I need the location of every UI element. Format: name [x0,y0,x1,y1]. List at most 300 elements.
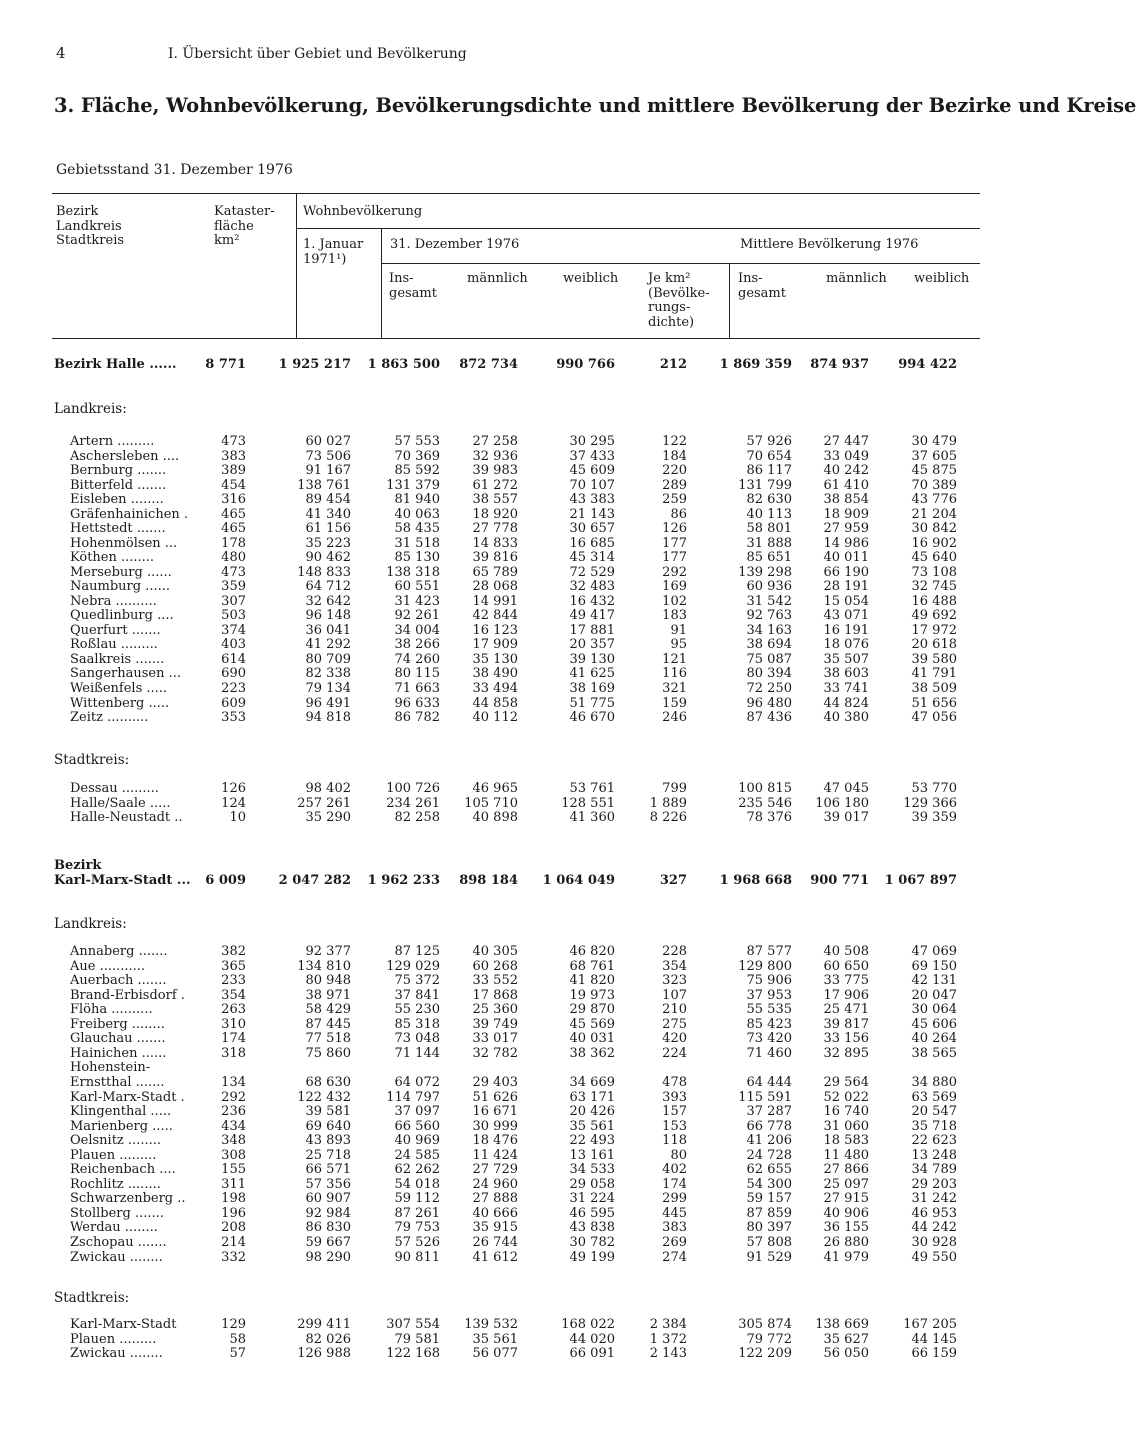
mean-total: 87 436 [746,710,792,726]
dec-1976-female: 43 838 [569,1220,615,1236]
jan-1971: 41 340 [305,506,351,522]
jan-1971: 79 134 [305,681,351,696]
dec-1976-total: 55 230 [394,1002,440,1018]
region-name: Bernburg ....... [70,463,167,479]
mean-female: 30 842 [911,521,957,537]
dec-1976-total: 85 130 [394,550,440,566]
mean-male: 39 817 [823,1016,869,1032]
mean-female: 70 389 [911,477,957,493]
dec-1976-female: 41 625 [569,666,615,682]
mean-male: 35 507 [823,651,869,667]
dec-1976-male: 40 112 [472,710,518,726]
region-name: Halle-Neustadt .. [70,810,183,825]
table-row [0,697,1024,712]
header-weiblich: weiblich [563,271,619,286]
density: 354 [662,958,687,974]
region-name: Annaberg ....... [70,944,168,959]
mean-male: 36 155 [823,1220,869,1236]
mean-total: 235 546 [738,795,792,811]
jan-1971: 69 640 [305,1118,351,1134]
region-name: Naumburg ...... [70,579,170,595]
mean-total: 40 113 [746,506,792,522]
dec-1976-total: 60 551 [394,579,440,595]
dec-1976-male: 42 844 [472,608,518,624]
density: 445 [662,1205,687,1221]
region-name: Brand-Erbisdorf . [70,987,185,1003]
area-km2: 308 [221,1147,246,1163]
mean-female: 69 150 [911,958,957,974]
mean-total: 85 423 [746,1016,792,1032]
dec-1976-total: 129 029 [386,958,440,974]
table-row [0,1251,1024,1266]
dec-1976-total: 122 168 [386,1346,440,1361]
region-name: Freiberg ........ [70,1016,165,1032]
mean-total: 71 460 [746,1045,792,1061]
jan-1971: 148 833 [297,564,351,580]
density: 402 [662,1162,687,1178]
table-row [0,551,1024,566]
dec-1976-male: 25 360 [472,1002,518,1018]
dec-1976-male: 40 898 [472,810,518,825]
region-name: Zschopau ....... [70,1235,167,1250]
region-name: Zwickau ........ [70,1249,163,1265]
dec-1976-male: 35 561 [472,1331,518,1347]
area-km2: 690 [221,666,246,682]
dec-1976-female: 45 569 [569,1016,615,1032]
dec-1976-male: 14 833 [472,535,518,551]
dec-1976-total: 66 560 [394,1118,440,1134]
region-name: Hohenstein- [70,1060,151,1076]
mean-female: 63 569 [911,1089,957,1105]
region-name: Roßlau ......... [70,637,158,653]
jan-1971: 89 454 [305,492,351,508]
dec-1976-female: 46 670 [569,710,615,726]
mean-male: 106 180 [815,795,869,811]
dec-1976-total: 54 018 [394,1176,440,1192]
table-row [0,638,1024,653]
mean-total: 58 801 [746,521,792,537]
area-km2: 614 [221,651,246,667]
density: 169 [662,579,687,595]
table-row [0,1032,1024,1047]
density: 2 143 [649,1346,687,1361]
mean-total: 92 763 [746,608,792,624]
mean-male: 28 191 [823,579,869,595]
density: 323 [662,973,687,989]
header-insgesamt: Ins- gesamt [389,271,437,301]
jan-1971: 80 709 [305,651,351,667]
region-name: Reichenbach .... [70,1162,176,1178]
density: 91 [670,622,687,638]
density: 299 [662,1191,687,1207]
header-mittlere-maennlich: männlich [826,271,887,286]
dec-1976-total: 64 072 [394,1074,440,1090]
dec-1976-male: 41 612 [472,1249,518,1265]
dec-1976-female: 34 669 [569,1074,615,1090]
dec-1976-total: 92 261 [394,608,440,624]
mean-female: 20 547 [911,1104,957,1120]
region-name: Flöha .......... [70,1002,153,1018]
jan-1971: 59 667 [305,1235,351,1250]
area-km2: 473 [221,564,246,580]
dec-1976-female: 44 020 [569,1331,615,1347]
mean-female: 39 580 [911,651,957,667]
area-km2: 134 [221,1074,246,1090]
mean-female: 47 069 [911,944,957,959]
running-head-text: I. Übersicht über Gebiet und Bevölkerung [168,46,467,62]
dec-1976-female: 168 022 [561,1317,615,1332]
header-vline-2 [381,228,382,338]
mean-male: 56 050 [823,1346,869,1361]
density: 220 [662,463,687,479]
area-km2: 8 771 [205,357,246,372]
jan-1971: 134 810 [297,958,351,974]
dec-1976-female: 68 761 [569,958,615,974]
area-km2: 332 [221,1249,246,1265]
table-row [0,653,1024,668]
dec-1976-male: 65 789 [472,564,518,580]
area-km2: 503 [221,608,246,624]
dec-1976-total: 90 811 [394,1249,440,1265]
dec-1976-total: 1 962 233 [367,873,440,888]
mean-male: 40 380 [823,710,869,726]
area-km2: 382 [221,944,246,959]
dec-1976-male: 27 888 [472,1191,518,1207]
mean-female: 17 972 [911,622,957,638]
dec-1976-female: 19 973 [569,987,615,1003]
mean-male: 38 603 [823,666,869,682]
table-row [0,1149,1024,1164]
dec-1976-female: 70 107 [569,477,615,493]
dec-1976-female: 34 533 [569,1162,615,1178]
dec-1976-male: 35 130 [472,651,518,667]
mean-female: 16 488 [911,593,957,609]
dec-1976-male: 39 983 [472,463,518,479]
dec-1976-male: 27 258 [472,434,518,449]
jan-1971: 126 988 [297,1346,351,1361]
dec-1976-female: 31 224 [569,1191,615,1207]
density: 86 [670,506,687,522]
region-name: Aschersleben .... [70,448,180,464]
mean-total: 115 591 [738,1089,792,1105]
mean-female: 30 064 [911,1002,957,1018]
table-row [0,450,1024,465]
header-subrule-dec [381,263,980,264]
jan-1971: 122 432 [297,1089,351,1105]
gebietsstand-note: Gebietsstand 31. Dezember 1976 [56,162,293,178]
region-name: Auerbach ....... [70,973,167,989]
mean-total: 73 420 [746,1031,792,1047]
mean-female: 38 509 [911,681,957,696]
dec-1976-female: 35 561 [569,1118,615,1134]
dec-1976-male: 44 858 [472,695,518,711]
area-km2: 465 [221,521,246,537]
mean-female: 39 359 [911,810,957,825]
mean-total: 38 694 [746,637,792,653]
mean-male: 44 824 [823,695,869,711]
density: 80 [670,1147,687,1163]
mean-total: 139 298 [738,564,792,580]
table-row [0,1076,1024,1091]
dec-1976-female: 32 483 [569,579,615,595]
mean-total: 70 654 [746,448,792,464]
jan-1971: 299 411 [297,1317,351,1332]
dec-1976-male: 56 077 [472,1346,518,1361]
dec-1976-female: 990 766 [556,357,615,372]
mean-total: 60 936 [746,579,792,595]
dec-1976-female: 128 551 [561,795,615,811]
dec-1976-male: 51 626 [472,1089,518,1105]
jan-1971: 87 445 [305,1016,351,1032]
mean-male: 60 650 [823,958,869,974]
area-km2: 383 [221,448,246,464]
density: 177 [662,550,687,566]
jan-1971: 98 290 [305,1249,351,1265]
dec-1976-female: 46 820 [569,944,615,959]
region-name: Glauchau ....... [70,1031,166,1047]
dec-1976-female: 38 169 [569,681,615,696]
density: 107 [662,987,687,1003]
mean-female: 30 928 [911,1235,957,1250]
mean-female: 167 205 [903,1317,957,1332]
area-km2: 374 [221,622,246,638]
dec-1976-female: 22 493 [569,1133,615,1149]
mean-female: 42 131 [911,973,957,989]
mean-female: 51 656 [911,695,957,711]
dec-1976-total: 40 063 [394,506,440,522]
dec-1976-total: 37 097 [394,1104,440,1120]
area-km2: 609 [221,695,246,711]
region-name: Ernstthal ....... [70,1074,165,1090]
dec-1976-female: 29 058 [569,1176,615,1192]
dec-1976-total: 131 379 [386,477,440,493]
region-name: Querfurt ....... [70,622,161,638]
mean-total: 1 869 359 [719,357,792,372]
density: 383 [662,1220,687,1236]
area-km2: 223 [221,681,246,696]
region-name: Hohenmölsen ... [70,535,178,551]
density: 95 [670,637,687,653]
dec-1976-male: 32 936 [472,448,518,464]
table-row [0,682,1024,697]
density: 118 [662,1133,687,1149]
mean-total: 91 529 [746,1249,792,1265]
area-km2: 58 [229,1331,246,1347]
area-km2: 359 [221,579,246,595]
jan-1971: 138 761 [297,477,351,493]
mean-male: 25 471 [823,1002,869,1018]
density: 116 [662,666,687,682]
density: 274 [662,1249,687,1265]
dec-1976-female: 49 417 [569,608,615,624]
dec-1976-total: 31 518 [394,535,440,551]
header-area: Kataster- fläche km² [214,204,275,248]
mean-male: 29 564 [823,1074,869,1090]
area-km2: 403 [221,637,246,653]
mean-total: 37 287 [746,1104,792,1120]
mean-male: 39 017 [823,810,869,825]
dec-1976-female: 41 820 [569,973,615,989]
dec-1976-male: 16 671 [472,1104,518,1120]
dec-1976-female: 49 199 [569,1249,615,1265]
density: 292 [662,564,687,580]
mean-male: 43 071 [823,608,869,624]
area-km2: 311 [221,1176,246,1192]
table-title: 3. Fläche, Wohnbevölkerung, Bevölkerungsdichte und mittlere Bevölkerung der Bezirke und Kreise [54,94,1136,117]
table-row [0,522,1024,537]
dec-1976-male: 40 305 [472,944,518,959]
density: 212 [659,357,687,372]
dec-1976-total: 57 526 [394,1235,440,1250]
mean-male: 35 627 [823,1331,869,1347]
dec-1976-female: 45 609 [569,463,615,479]
mean-male: 61 410 [823,477,869,493]
density: 126 [662,521,687,537]
dec-1976-total: 138 318 [386,564,440,580]
region-name: Artern ......... [70,434,155,449]
jan-1971: 98 402 [305,781,351,796]
dec-1976-female: 30 295 [569,434,615,449]
dec-1976-female: 20 357 [569,637,615,653]
dec-1976-male: 139 532 [464,1317,518,1332]
mean-female: 20 047 [911,987,957,1003]
dec-1976-total: 73 048 [394,1031,440,1047]
mean-male: 40 011 [823,550,869,566]
density: 799 [662,781,687,796]
table-row [0,595,1024,610]
mean-female: 34 880 [911,1074,957,1090]
mean-total: 55 535 [746,1002,792,1018]
jan-1971: 86 830 [305,1220,351,1236]
region-name: Nebra .......... [70,593,157,609]
area-km2: 465 [221,506,246,522]
mean-male: 16 191 [823,622,869,638]
mean-female: 44 145 [911,1331,957,1347]
dec-1976-male: 33 017 [472,1031,518,1047]
dec-1976-total: 71 144 [394,1045,440,1061]
mean-female: 66 159 [911,1346,957,1361]
mean-female: 38 565 [911,1045,957,1061]
mean-female: 1 067 897 [884,873,957,888]
mean-female: 21 204 [911,506,957,522]
jan-1971: 77 518 [305,1031,351,1047]
mean-male: 40 508 [823,944,869,959]
dec-1976-male: 105 710 [464,795,518,811]
jan-1971: 64 712 [305,579,351,595]
area-km2: 178 [221,535,246,551]
dec-1976-female: 38 362 [569,1045,615,1061]
jan-1971: 91 167 [305,463,351,479]
dec-1976-female: 29 870 [569,1002,615,1018]
mean-female: 49 550 [911,1249,957,1265]
density: 228 [662,944,687,959]
region-name: Hainichen ...... [70,1045,167,1061]
header-maennlich: männlich [467,271,528,286]
table-row [0,1091,1024,1106]
header-region: Bezirk Landkreis Stadtkreis [56,204,125,248]
region-name: Rochlitz ........ [70,1176,161,1192]
dec-1976-total: 80 115 [394,666,440,682]
mean-female: 73 108 [911,564,957,580]
area-km2: 353 [221,710,246,726]
density: 184 [662,448,687,464]
jan-1971: 257 261 [297,795,351,811]
dec-1976-female: 17 881 [569,622,615,638]
jan-1971: 35 223 [305,535,351,551]
mean-male: 40 242 [823,463,869,479]
dec-1976-male: 17 909 [472,637,518,653]
jan-1971: 82 026 [305,1331,351,1347]
jan-1971: 96 491 [305,695,351,711]
dec-1976-male: 18 920 [472,506,518,522]
region-name: Schwarzenberg .. [70,1191,186,1207]
area-km2: 214 [221,1235,246,1250]
density: 153 [662,1118,687,1134]
area-km2: 292 [221,1089,246,1105]
density: 177 [662,535,687,551]
jan-1971: 61 156 [305,521,351,537]
region-name: Wittenberg ..... [70,695,170,711]
table-row [0,1003,1024,1018]
region-name: Merseburg ...... [70,564,172,580]
jan-1971: 96 148 [305,608,351,624]
mean-total: 66 778 [746,1118,792,1134]
region-name: Bezirk Halle ...... [54,357,177,372]
mean-male: 900 771 [810,873,869,888]
area-km2: 348 [221,1133,246,1149]
mean-female: 37 605 [911,448,957,464]
running-head [56,44,467,62]
dec-1976-total: 85 592 [394,463,440,479]
jan-1971: 25 718 [305,1147,351,1163]
table-row [0,479,1024,494]
region-name: Bitterfeld ....... [70,477,167,493]
region-name: Zwickau ........ [70,1346,163,1361]
mean-male: 27 915 [823,1191,869,1207]
mean-male: 18 076 [823,637,869,653]
mean-female: 53 770 [911,781,957,796]
mean-male: 16 740 [823,1104,869,1120]
dec-1976-total: 85 318 [394,1016,440,1032]
mean-total: 31 888 [746,535,792,551]
density: 393 [662,1089,687,1105]
mean-male: 33 156 [823,1031,869,1047]
mean-female: 46 953 [911,1205,957,1221]
density: 122 [662,434,687,449]
dec-1976-female: 37 433 [569,448,615,464]
dec-1976-total: 70 369 [394,448,440,464]
table-row [0,1318,1024,1333]
mean-male: 18 909 [823,506,869,522]
region-name: Plauen ......... [70,1147,157,1163]
mean-female: 13 248 [911,1147,957,1163]
jan-1971: 35 290 [305,810,351,825]
table-row [0,358,1024,373]
region-name: Aue ........... [70,958,146,974]
mean-total: 34 163 [746,622,792,638]
mean-female: 45 606 [911,1016,957,1032]
dec-1976-total: 96 633 [394,695,440,711]
dec-1976-female: 63 171 [569,1089,615,1105]
density: 321 [662,681,687,696]
mean-male: 15 054 [823,593,869,609]
mean-total: 31 542 [746,593,792,609]
mean-female: 31 242 [911,1191,957,1207]
mean-total: 72 250 [746,681,792,696]
mean-total: 1 968 668 [719,873,792,888]
region-name: Hettstedt ....... [70,521,166,537]
table-row [0,464,1024,479]
